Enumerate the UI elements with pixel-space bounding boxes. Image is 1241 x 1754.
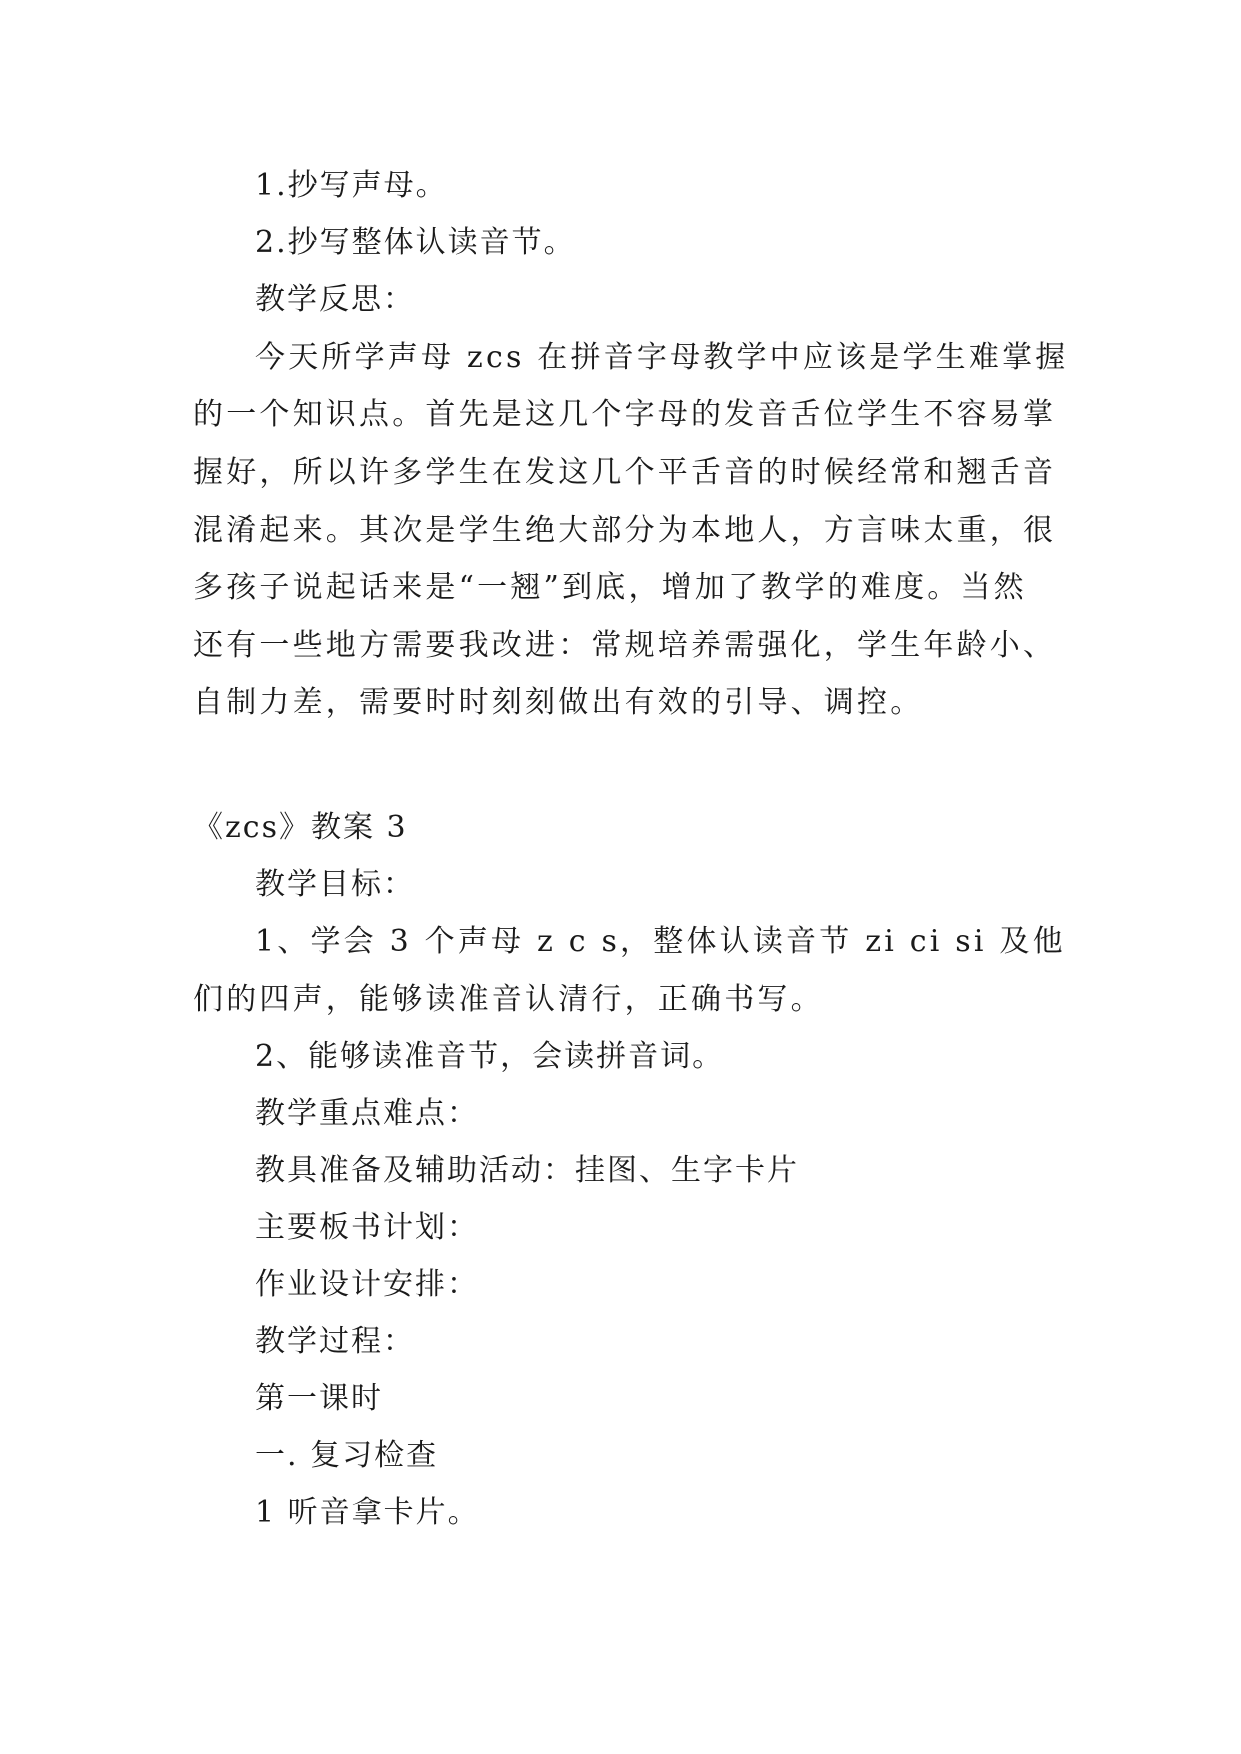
homework-item-2: 2.抄写整体认读音节。 xyxy=(255,225,576,260)
materials-line: 教具准备及辅助活动：挂图、生字卡片 xyxy=(255,1153,799,1188)
objective-1-line: 1、学会 3 个声母 z c s，整体认读音节 zi ci si 及他 xyxy=(255,924,1066,959)
reflection-line: 多孩子说起话来是“一翘”到底，增加了教学的难度。当然 xyxy=(193,570,1027,605)
step-1-heading: 一. 复习检查 xyxy=(255,1438,439,1473)
reflection-line: 今天所学声母 zcs 在拼音字母教学中应该是学生难掌握 xyxy=(255,340,1069,375)
key-points-heading: 教学重点难点： xyxy=(255,1096,479,1131)
board-plan-heading: 主要板书计划： xyxy=(255,1210,479,1245)
step-1-item: 1 听音拿卡片。 xyxy=(255,1495,480,1530)
reflection-heading: 教学反思： xyxy=(255,282,415,317)
section-title: 《zcs》教案 3 xyxy=(193,810,408,845)
objectives-heading: 教学目标： xyxy=(255,867,415,902)
reflection-line: 自制力差，需要时时刻刻做出有效的引导、调控。 xyxy=(193,685,924,720)
reflection-line: 的一个知识点。首先是这几个字母的发音舌位学生不容易掌 xyxy=(193,397,1057,432)
homework-item-1: 1.抄写声母。 xyxy=(255,168,448,203)
lesson-label: 第一课时 xyxy=(255,1381,383,1416)
reflection-line: 混淆起来。其次是学生绝大部分为本地人，方言味太重，很 xyxy=(193,513,1057,548)
objective-1-line: 们的四声，能够读准音认清行，正确书写。 xyxy=(193,982,824,1017)
reflection-line: 握好，所以许多学生在发这几个平舌音的时候经常和翘舌音 xyxy=(193,455,1057,490)
homework-design-heading: 作业设计安排： xyxy=(255,1267,479,1302)
objective-2: 2、能够读准音节，会读拼音词。 xyxy=(255,1039,725,1074)
reflection-line: 还有一些地方需要我改进：常规培养需强化，学生年龄小、 xyxy=(193,628,1057,663)
process-heading: 教学过程： xyxy=(255,1324,415,1359)
